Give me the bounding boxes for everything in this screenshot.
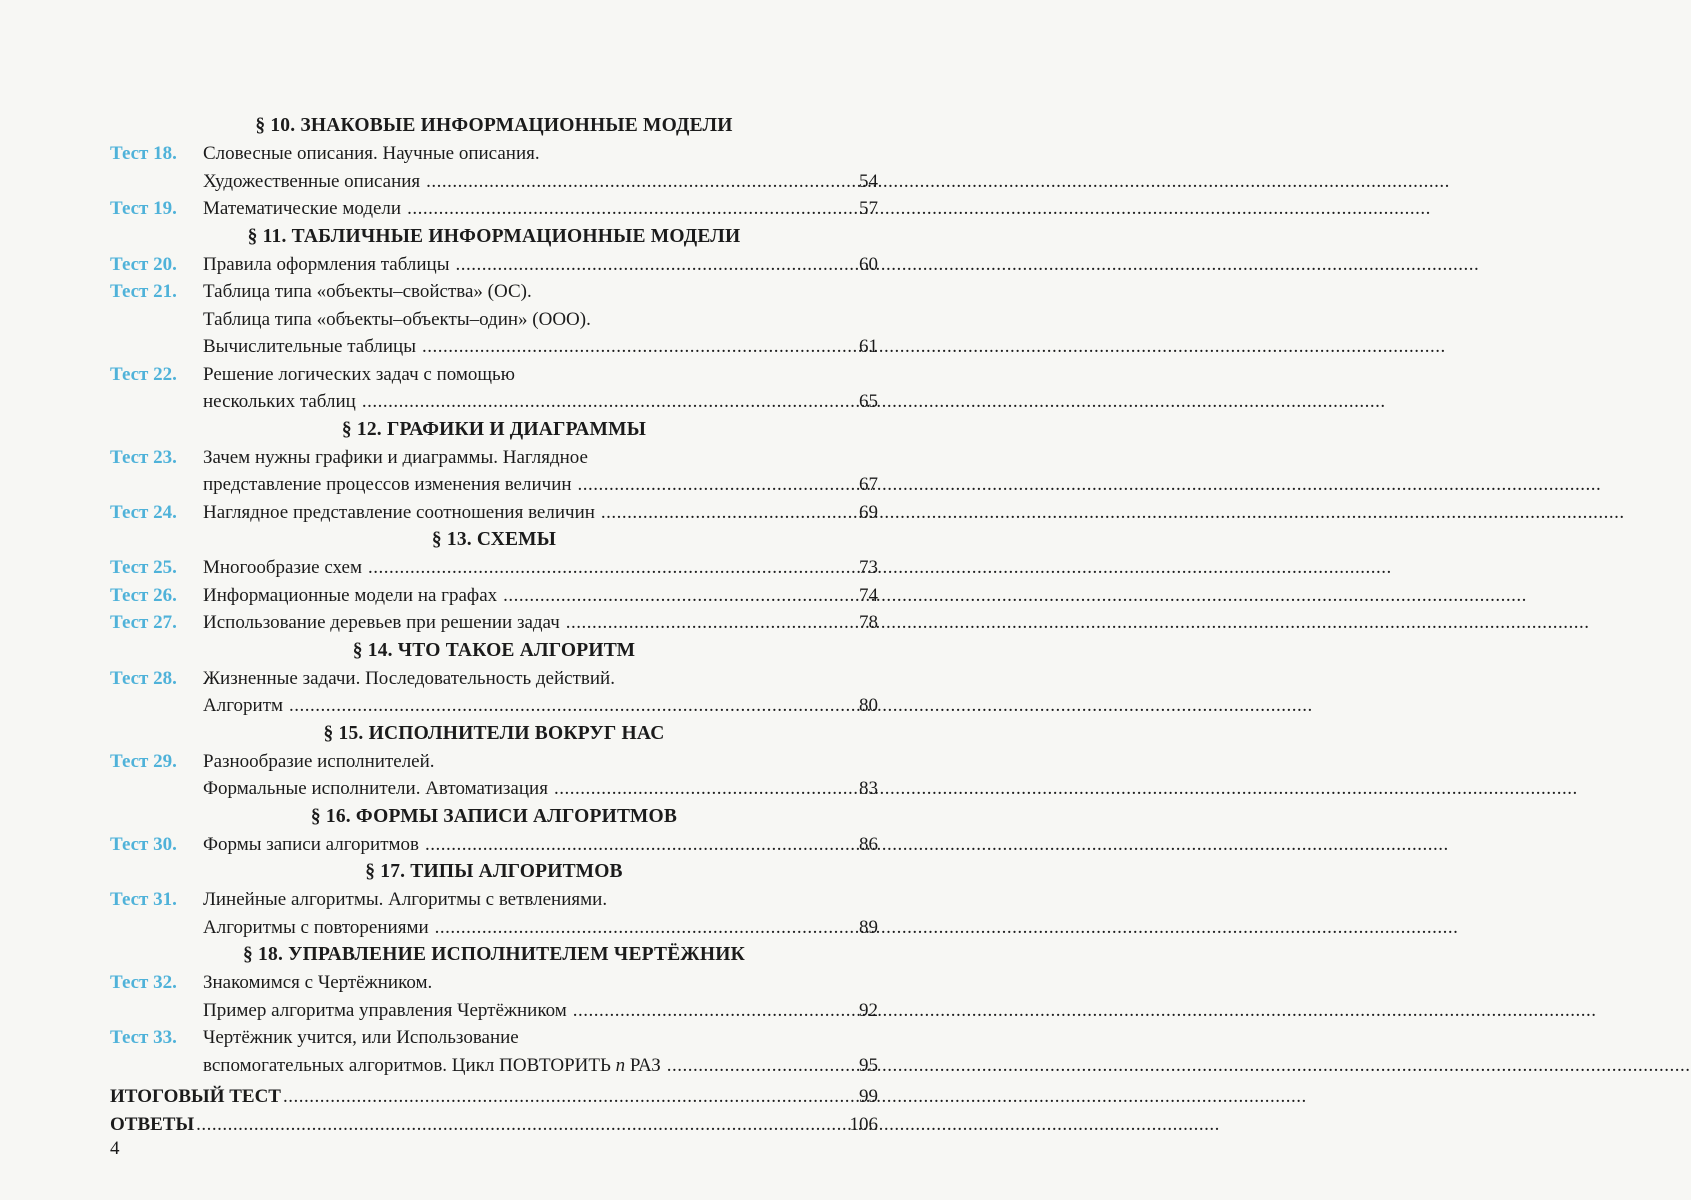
final-entry-label: ИТОГОВЫЙ ТЕСТ	[110, 1086, 281, 1107]
page-ref: 74	[859, 584, 878, 606]
entry-title-text	[203, 1052, 661, 1080]
test-label: Тест 20.	[110, 253, 177, 275]
toc-entry	[110, 499, 878, 527]
entry-last-line	[203, 775, 878, 803]
entry-last-line	[203, 251, 878, 279]
toc-entry	[110, 665, 878, 720]
dot-leader	[578, 471, 846, 499]
dot-leader	[289, 692, 846, 720]
toc-entry	[110, 195, 878, 223]
toc-entry	[110, 140, 878, 195]
dot-leader	[368, 554, 846, 582]
section-title: § 17. ТИПЫ АЛГОРИТМОВ	[365, 861, 623, 882]
entry-title-main: Формы записи алгоритмов	[203, 833, 420, 855]
toc-final-entries	[110, 1083, 878, 1138]
dot-leader	[554, 775, 846, 803]
page-ref: 106	[849, 1113, 878, 1135]
entry-last-line	[203, 195, 878, 223]
toc-section	[110, 112, 878, 223]
entry-last-line	[203, 499, 878, 527]
entry-last-line	[203, 914, 878, 942]
dot-leader	[422, 333, 846, 361]
entry-last-line	[203, 582, 878, 610]
page-ref: 57	[859, 198, 878, 219]
entry-body	[203, 582, 878, 610]
section-title: § 12. ГРАФИКИ И ДИАГРАММЫ	[341, 418, 647, 440]
test-label: Тест 32.	[110, 972, 177, 993]
toc-section	[110, 223, 878, 416]
page-ref: 78	[859, 612, 878, 633]
entry-body	[203, 278, 878, 361]
entry-title-main: Алгоритм	[203, 695, 284, 716]
toc-sections	[110, 112, 878, 1079]
entry-body	[203, 969, 878, 1024]
entry-title-main: Использование деревьев при решении задач	[203, 612, 560, 633]
dot-leader	[601, 499, 846, 527]
dot-leader	[196, 1111, 843, 1139]
test-label: Тест 25.	[110, 557, 177, 578]
page-number: 4	[110, 1138, 120, 1159]
dot-leader	[362, 388, 846, 416]
dot-leader	[566, 609, 846, 637]
entry-title-main: представление процессов изменения величин	[203, 474, 572, 495]
toc-section	[110, 637, 878, 720]
entry-body	[203, 886, 878, 941]
entry-title-text	[203, 471, 572, 499]
toc-section	[110, 416, 878, 527]
entry-title-main: нескольких таблиц	[203, 391, 356, 412]
toc-section	[110, 720, 878, 803]
toc-entry	[110, 969, 878, 1024]
section-title: § 16. ФОРМЫ ЗАПИСИ АЛГОРИТМОВ	[310, 805, 678, 827]
entry-last-line	[203, 1052, 878, 1080]
dot-leader	[503, 582, 846, 610]
page-ref: 89	[859, 916, 878, 938]
section-title: § 10. ЗНАКОВЫЕ ИНФОРМАЦИОННЫЕ МОДЕЛИ	[255, 115, 733, 136]
page-ref: 86	[859, 833, 878, 855]
test-label: Тест 33.	[110, 1027, 177, 1048]
entry-body	[203, 748, 878, 803]
test-label: Тест 18.	[110, 143, 177, 164]
final-entry-label: ОТВЕТЫ	[110, 1113, 195, 1135]
dot-leader	[667, 1052, 846, 1080]
toc-entry	[110, 444, 878, 499]
entry-text-line: Разнообразие исполнителей.	[203, 750, 435, 772]
test-label: Тест 23.	[110, 446, 177, 468]
entry-last-line	[203, 471, 878, 499]
entry-body	[203, 361, 878, 416]
entry-text-line: Словесные описания. Научные описания.	[203, 143, 540, 164]
entry-body	[203, 831, 878, 859]
entry-body	[203, 554, 878, 582]
page-ref: 73	[859, 557, 878, 578]
entry-title-main: Вычислительные таблицы	[203, 336, 416, 357]
entry-text-line: Линейные алгоритмы. Алгоритмы с ветвлениями.	[203, 889, 608, 910]
entry-last-line	[203, 554, 878, 582]
test-label: Тест 19.	[110, 198, 177, 219]
section-title: § 18. УПРАВЛЕНИЕ ИСПОЛНИТЕЛЕМ ЧЕРТЁЖНИК	[243, 944, 745, 965]
entry-title-text	[203, 582, 497, 610]
dot-leader	[435, 914, 846, 942]
entry-last-line	[203, 831, 878, 859]
toc-section	[110, 526, 878, 637]
entry-body	[203, 140, 878, 195]
dot-leader	[283, 1083, 846, 1111]
test-label: Тест 24.	[110, 501, 177, 523]
entry-title-suffix: РАЗ	[629, 1054, 661, 1076]
test-label: Тест 28.	[110, 667, 177, 689]
table-of-contents	[110, 112, 878, 1138]
section-title: § 15. ИСПОЛНИТЕЛИ ВОКРУГ НАС	[323, 722, 665, 744]
entry-text-line: Жизненные задачи. Последовательность действий.	[203, 667, 615, 689]
entry-text-line: Таблица типа «объекты–объекты–один» (ООО).	[203, 308, 591, 330]
entry-title-main: Математические модели	[203, 198, 402, 219]
section-title: § 14. ЧТО ТАКОЕ АЛГОРИТМ	[352, 639, 636, 661]
entry-title-text	[203, 388, 356, 416]
entry-title-main: Информационные модели на графах	[203, 584, 498, 606]
toc-section	[110, 941, 878, 1079]
toc-entry	[110, 886, 878, 941]
page-ref: 67	[859, 474, 878, 495]
test-label: Тест 30.	[110, 833, 177, 855]
entry-title-main: Многообразие схем	[203, 557, 363, 578]
page-ref: 92	[859, 999, 878, 1021]
entry-last-line	[203, 168, 878, 196]
toc-entry	[110, 278, 878, 361]
toc-entry	[110, 361, 878, 416]
entry-title-main: Художественные описания	[203, 170, 421, 192]
test-label: Тест 29.	[110, 750, 177, 772]
entry-title-text	[203, 195, 401, 223]
entry-body	[203, 444, 878, 499]
entry-title-main: Алгоритмы с повторениями	[203, 916, 429, 938]
test-label: Тест 21.	[110, 281, 177, 302]
toc-entry	[110, 748, 878, 803]
toc-section	[110, 858, 878, 941]
entry-title-text	[203, 775, 548, 803]
entry-title-main: Формальные исполнители. Автоматизация	[203, 778, 548, 799]
entry-text-line: Знакомимся с Чертёжником.	[203, 972, 433, 993]
entry-body	[203, 1024, 878, 1079]
toc-section	[110, 803, 878, 859]
entry-last-line	[203, 609, 878, 637]
dot-leader	[573, 997, 846, 1025]
toc-entry	[110, 609, 878, 637]
toc-entry	[110, 1024, 878, 1079]
entry-body	[203, 665, 878, 720]
page-ref: 61	[859, 336, 878, 357]
entry-title-text	[203, 333, 416, 361]
test-label: Тест 26.	[110, 584, 177, 606]
final-entry	[110, 1083, 878, 1111]
entry-title-text	[203, 609, 560, 637]
entry-text-line: Таблица типа «объекты–свойства» (ОС).	[203, 281, 532, 302]
entry-text-line: Решение логических задач с помощью	[203, 363, 515, 385]
final-entry	[110, 1111, 878, 1139]
dot-leader	[425, 831, 846, 859]
toc-entry	[110, 251, 878, 279]
entry-body	[203, 499, 878, 527]
page-ref: 83	[859, 778, 878, 799]
dot-leader	[426, 168, 846, 196]
page-ref: 60	[859, 253, 878, 275]
dot-leader	[456, 251, 847, 279]
entry-title-main: Правила оформления таблицы	[203, 253, 450, 275]
entry-text-line: Чертёжник учится, или Использование	[203, 1027, 519, 1048]
toc-entry	[110, 582, 878, 610]
entry-title-main: вспомогательных алгоритмов. Цикл ПОВТОРИТЬ	[203, 1054, 611, 1076]
page-ref: 95	[859, 1054, 878, 1076]
page-ref: 80	[859, 695, 878, 716]
entry-title-text	[203, 831, 419, 859]
entry-text-line: Зачем нужны графики и диаграммы. Наглядное	[203, 446, 588, 468]
entry-title-text	[203, 251, 450, 279]
toc-entry	[110, 554, 878, 582]
entry-body	[203, 609, 878, 637]
entry-title-main: Пример алгоритма управления Чертёжником	[203, 999, 567, 1021]
entry-title-main: Наглядное представление соотношения величин	[203, 501, 595, 523]
entry-title-text	[203, 997, 567, 1025]
test-label: Тест 27.	[110, 612, 177, 633]
section-title: § 13. СХЕМЫ	[431, 529, 557, 550]
entry-body	[203, 251, 878, 279]
entry-last-line	[203, 333, 878, 361]
test-label: Тест 31.	[110, 889, 177, 910]
entry-title-text	[203, 554, 362, 582]
test-label: Тест 22.	[110, 363, 177, 385]
entry-title-italic: n	[615, 1054, 626, 1076]
page-ref: 65	[859, 391, 878, 412]
page-ref: 99	[859, 1086, 878, 1107]
toc-entry	[110, 831, 878, 859]
entry-last-line	[203, 388, 878, 416]
page-ref: 54	[859, 170, 878, 192]
entry-title-text	[203, 914, 429, 942]
entry-title-text	[203, 168, 420, 196]
entry-title-text	[203, 499, 595, 527]
entry-title-text	[203, 692, 283, 720]
page-ref: 69	[859, 501, 878, 523]
entry-last-line	[203, 997, 878, 1025]
entry-body	[203, 195, 878, 223]
dot-leader	[407, 195, 846, 223]
section-title: § 11. ТАБЛИЧНЫЕ ИНФОРМАЦИОННЫЕ МОДЕЛИ	[247, 225, 741, 247]
entry-last-line	[203, 692, 878, 720]
